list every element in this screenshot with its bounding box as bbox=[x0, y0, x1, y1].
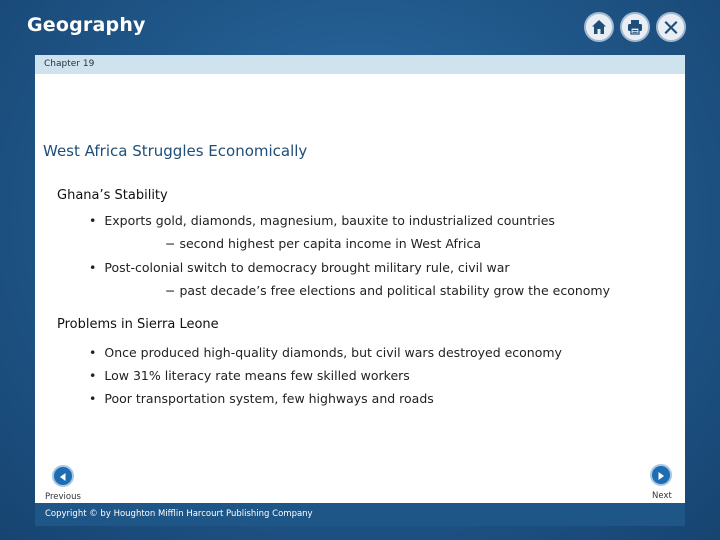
sub-point: − second highest per capita income in West Africa bbox=[165, 236, 482, 251]
home-icon bbox=[590, 18, 608, 36]
next-label[interactable]: Next bbox=[652, 491, 672, 501]
previous-label[interactable]: Previous bbox=[45, 492, 81, 502]
slide-content bbox=[35, 74, 685, 503]
footer-bar bbox=[35, 503, 685, 526]
chapter-bar bbox=[35, 55, 685, 74]
close-icon bbox=[662, 18, 680, 36]
previous-button[interactable] bbox=[52, 465, 74, 487]
arrow-left-icon bbox=[58, 467, 68, 486]
section-heading-sierra-leone: Problems in Sierra Leone bbox=[57, 317, 219, 332]
copyright-text: Copyright © by Houghton Mifflin Harcourt Publishing Company bbox=[45, 509, 313, 519]
print-button[interactable] bbox=[620, 12, 650, 42]
bullet-text: Once produced high-quality diamonds, but civil wars destroyed economy bbox=[104, 345, 562, 360]
arrow-right-icon bbox=[656, 466, 666, 485]
list-item bbox=[89, 345, 562, 360]
bullet-icon: • bbox=[89, 260, 97, 275]
sub-point: − past decade’s free elections and political stability grow the economy bbox=[165, 283, 611, 298]
section-heading-ghana: Ghana’s Stability bbox=[57, 188, 168, 203]
list-item bbox=[89, 391, 434, 406]
bullet-icon: • bbox=[89, 345, 97, 360]
bullet-icon: • bbox=[89, 391, 97, 406]
home-button[interactable] bbox=[584, 12, 614, 42]
bullet-icon: • bbox=[89, 213, 97, 228]
next-button[interactable] bbox=[650, 464, 672, 486]
list-item bbox=[89, 260, 510, 275]
app-title: Geography bbox=[27, 14, 146, 36]
list-item bbox=[89, 368, 410, 383]
list-item bbox=[89, 213, 555, 228]
bullet-text: Poor transportation system, few highways and roads bbox=[104, 391, 434, 406]
bullet-icon: • bbox=[89, 368, 97, 383]
slide-title: West Africa Struggles Economically bbox=[43, 142, 308, 160]
close-button[interactable] bbox=[656, 12, 686, 42]
bullet-text: Exports gold, diamonds, magnesium, bauxite to industrialized countries bbox=[104, 213, 555, 228]
print-icon bbox=[626, 18, 644, 36]
bullet-text: Low 31% literacy rate means few skilled workers bbox=[104, 368, 410, 383]
chapter-label: Chapter 19 bbox=[44, 59, 95, 69]
bullet-text: Post-colonial switch to democracy brought military rule, civil war bbox=[104, 260, 510, 275]
top-toolbar bbox=[584, 12, 686, 42]
